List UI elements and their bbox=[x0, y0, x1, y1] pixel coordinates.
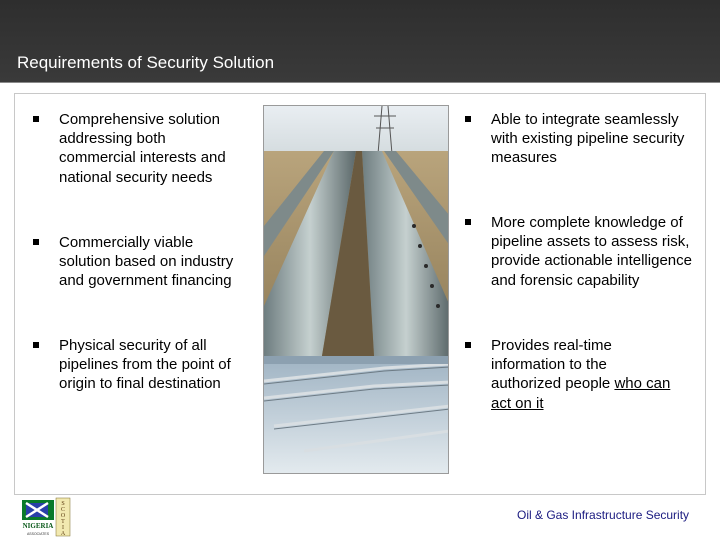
title-bar bbox=[0, 0, 720, 83]
svg-text:C: C bbox=[60, 507, 66, 513]
nigeria-scotia-logo bbox=[20, 496, 72, 538]
svg-text:O: O bbox=[60, 513, 66, 519]
footer-caption: Oil & Gas Infrastructure Security bbox=[517, 508, 690, 522]
bullet-square-icon bbox=[33, 116, 39, 122]
bullet-square-icon bbox=[465, 342, 471, 348]
bullet-text: Physical security of all pipelines from the point of origin to final destination bbox=[59, 337, 231, 393]
svg-text:T: T bbox=[61, 519, 65, 525]
svg-text:NIGERIA: NIGERIA bbox=[22, 522, 54, 530]
pipeline-photo bbox=[263, 105, 449, 474]
bullet-text: Able to integrate seamlessly with existing pipeline security measures bbox=[491, 111, 685, 167]
bullet-text: More complete knowledge of pipeline assets to assess risk, provide actionable intelligence and forensic capability bbox=[491, 214, 692, 289]
bullet-text-plain: Provides real-time information to the authorized people bbox=[491, 337, 615, 393]
bullet-square-icon bbox=[465, 219, 471, 225]
svg-text:S: S bbox=[61, 501, 65, 507]
bullet-text: Commercially viable solution based on industry and government financing bbox=[59, 234, 234, 290]
page-title: Requirements of Security Solution bbox=[17, 53, 275, 72]
bullet-square-icon bbox=[33, 342, 39, 348]
bullet-square-icon bbox=[33, 239, 39, 245]
svg-text:ASSOCIATES: ASSOCIATES bbox=[26, 532, 50, 536]
who-can-act-link[interactable]: who can act on it bbox=[491, 375, 671, 412]
svg-text:A: A bbox=[60, 531, 66, 537]
svg-text:I: I bbox=[62, 525, 64, 531]
bullet-text bbox=[491, 336, 676, 413]
bullet-text: Comprehensive solution addressing both commercial interests and national security needs bbox=[59, 111, 226, 186]
bullet-square-icon bbox=[465, 116, 471, 122]
